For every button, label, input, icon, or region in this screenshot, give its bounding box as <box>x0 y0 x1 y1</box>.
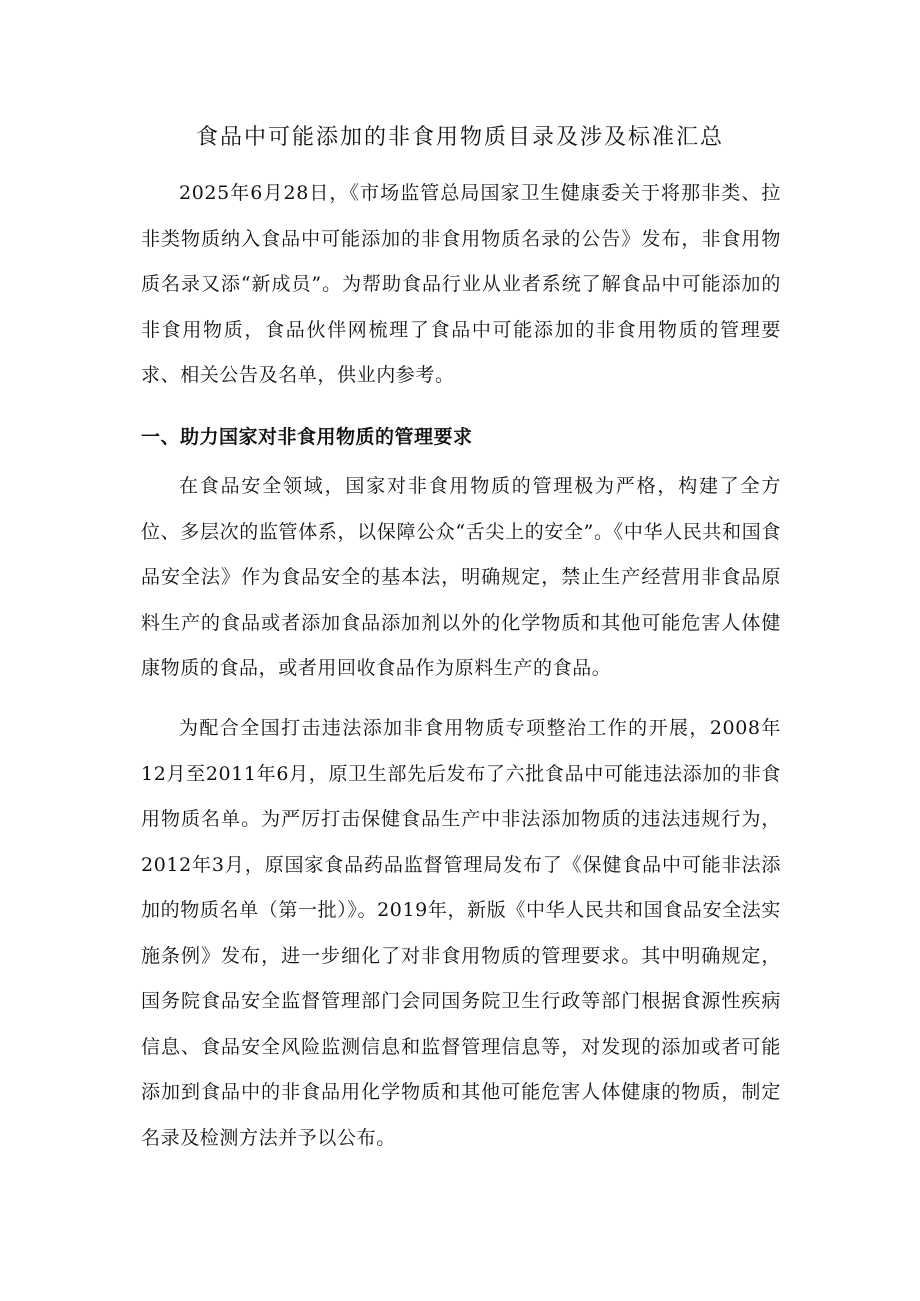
intro-paragraph: 2025年6月28日，《市场监管总局国家卫生健康委关于将那非类、拉非类物质纳入食品中可能添加的非食用物质名录的公告》发布，非食用物质名录又添“新成员”。为帮助食品行业从业者系统了解食品中可能添加的非食用物质，食品伙伴网梳理了食品中可能添加的非食用物质的管理要求、相关公告及名单，供业内参考。 <box>141 182 781 386</box>
section-paragraph-1: 在食品安全领域，国家对非食用物质的管理极为严格，构建了全方位、多层次的监管体系，以保障公众“舌尖上的安全”。《中华人民共和国食品安全法》作为食品安全的基本法，明确规定，禁止生产经营用非食品原料生产的食品或者添加食品添加剂以外的化学物质和其他可能危害人体健康物质的食品，或者用回收食品作为原料生产的食品。 <box>141 475 781 679</box>
section-heading: 一、助力国家对非食用物质的管理要求 <box>141 426 473 448</box>
document-title: 食品中可能添加的非食用物质目录及涉及标准汇总 <box>195 125 724 150</box>
section-paragraph-2: 为配合全国打击违法添加非食用物质专项整治工作的开展，2008年12月至2011年6月，原卫生部先后发布了六批食品中可能违法添加的非食用物质名单。为严厉打击保健食品生产中非法添加物质的违法违规行为，2012年3月，原国家食品药品监督管理局发布了《保健食品中可能非法添加的物质名单（第一批）》。2019年，新版《中华人民共和国食品安全法实施条例》发布，进一步细化了对非食用物质的管理要求。其中明确规定，国务院食品安全监督管理部门会同国务院卫生行政等部门根据食源性疾病信息、食品安全风险监测信息和监督管理信息等，对发现的添加或者可能添加到食品中的非食品用化学物质和其他可能危害人体健康的物质，制定名录及检测方法并予以公布。 <box>141 717 781 1149</box>
